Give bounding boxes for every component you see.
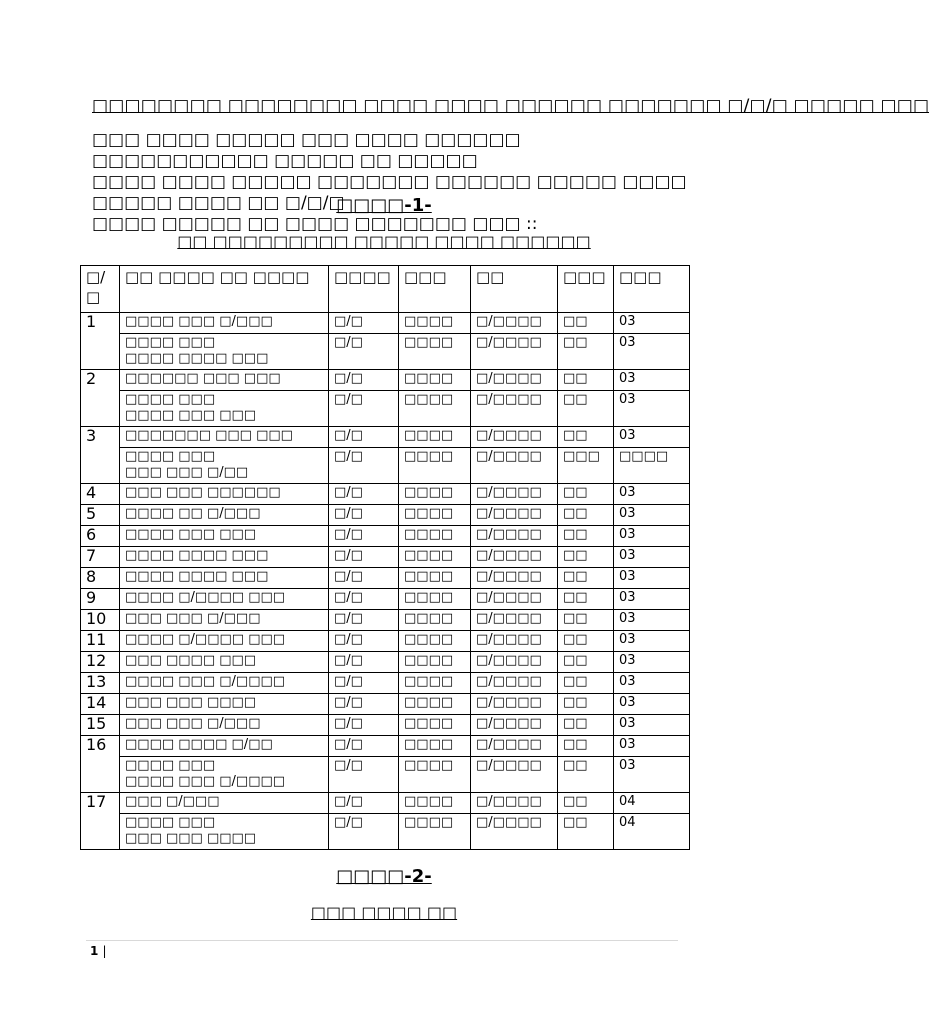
cell-col-6: □□: [558, 694, 614, 715]
cell-serial: 17: [81, 793, 120, 850]
cell-name: □□□□ □□□ □□□□ □□□□ □□□: [120, 334, 329, 370]
table-row: [81, 715, 690, 736]
cell-col-6: □□: [558, 427, 614, 448]
cell-col-3: □/□: [329, 694, 399, 715]
table-row: [81, 793, 690, 814]
cell-col-4: □□□□: [399, 505, 471, 526]
cell-col-7: 03: [614, 484, 690, 505]
cell-serial: 2: [81, 370, 120, 427]
cell-col-5: □/□□□□: [471, 652, 558, 673]
cell-col-7: 03: [614, 736, 690, 757]
cell-col-6: □□: [558, 334, 614, 370]
cell-col-3: □/□: [329, 547, 399, 568]
cell-serial: 15: [81, 715, 120, 736]
table-row: [81, 589, 690, 610]
cell-col-3: □/□: [329, 610, 399, 631]
cell-name: □□□□ □□□ □□□: [120, 526, 329, 547]
cell-col-4: □□□□: [399, 631, 471, 652]
cell-col-7: 04: [614, 814, 690, 850]
header-col-7: □□□: [614, 266, 690, 313]
table-row: [81, 448, 690, 484]
table-row: [81, 652, 690, 673]
table-row: [81, 736, 690, 757]
page-number-value: 1: [90, 944, 99, 958]
page-number: [90, 944, 107, 958]
cell-name: □□□ □□□ □□□□□□: [120, 484, 329, 505]
cell-col-7: 03: [614, 427, 690, 448]
cell-col-3: □/□: [329, 484, 399, 505]
table-row: [81, 673, 690, 694]
table-row: [81, 505, 690, 526]
cell-col-6: □□: [558, 391, 614, 427]
table-row: [81, 427, 690, 448]
header-col-3: □□□□: [329, 266, 399, 313]
cell-col-3: □/□: [329, 391, 399, 427]
cell-col-5: □/□□□□: [471, 631, 558, 652]
cell-col-7: 03: [614, 631, 690, 652]
cell-serial: 4: [81, 484, 120, 505]
cell-col-4: □□□□: [399, 568, 471, 589]
cell-col-3: □/□: [329, 793, 399, 814]
table-body: [81, 313, 690, 850]
header-col-4: □□□: [399, 266, 471, 313]
cell-col-5: □/□□□□: [471, 391, 558, 427]
cell-col-6: □□: [558, 757, 614, 793]
cell-col-6: □□: [558, 313, 614, 334]
cell-col-3: □/□: [329, 814, 399, 850]
cell-col-4: □□□□: [399, 370, 471, 391]
table-row: [81, 391, 690, 427]
cell-col-6: □□: [558, 736, 614, 757]
table-row: [81, 814, 690, 850]
section-2-heading: □□□□-2-: [336, 866, 432, 887]
cell-serial: 7: [81, 547, 120, 568]
table-row: [81, 694, 690, 715]
cell-col-7: 03: [614, 526, 690, 547]
cell-serial: 13: [81, 673, 120, 694]
cell-col-4: □□□□: [399, 334, 471, 370]
table-row: [81, 757, 690, 793]
page-number-separator: |: [102, 944, 107, 958]
cell-col-3: □/□: [329, 313, 399, 334]
cell-name: □□□□□□ □□□ □□□: [120, 370, 329, 391]
cell-name: □□□ □□□ □/□□□: [120, 610, 329, 631]
cell-col-3: □/□: [329, 757, 399, 793]
cell-serial: 8: [81, 568, 120, 589]
cell-col-7: 04: [614, 793, 690, 814]
cell-col-5: □/□□□□: [471, 505, 558, 526]
cell-col-7: 03: [614, 391, 690, 427]
cell-col-5: □/□□□□: [471, 427, 558, 448]
cell-col-4: □□□□: [399, 526, 471, 547]
cell-col-3: □/□: [329, 505, 399, 526]
cell-name: □□□ □□□ □/□□□: [120, 715, 329, 736]
cell-name: □□□□ □□□ □□□ □□□ □□□□: [120, 814, 329, 850]
cell-name: □□□□ □□□ □□□□ □□□ □/□□□□: [120, 757, 329, 793]
cell-col-5: □/□□□□: [471, 793, 558, 814]
cell-col-5: □/□□□□: [471, 334, 558, 370]
cell-name: □□□□ □□□ □/□□□□: [120, 673, 329, 694]
cell-col-7: 03: [614, 652, 690, 673]
cell-col-5: □/□□□□: [471, 673, 558, 694]
cell-name: □□□□ □□□□ □□□: [120, 568, 329, 589]
cell-col-4: □□□□: [399, 427, 471, 448]
cell-name: □□□□ □□□□ □□□: [120, 547, 329, 568]
cell-col-4: □□□□: [399, 484, 471, 505]
cell-name: □□□□ □□□ □□□□ □□□ □□□: [120, 391, 329, 427]
intro-paragraph: [92, 130, 692, 235]
table-row: [81, 370, 690, 391]
cell-col-4: □□□□: [399, 736, 471, 757]
cell-serial: 6: [81, 526, 120, 547]
cell-col-4: □□□□: [399, 313, 471, 334]
footer-divider: [86, 940, 678, 941]
cell-col-5: □/□□□□: [471, 313, 558, 334]
table-row: [81, 484, 690, 505]
cell-col-5: □/□□□□: [471, 610, 558, 631]
table-row: [81, 568, 690, 589]
cell-col-4: □□□□: [399, 694, 471, 715]
cell-name: □□□□ □□□ □□□ □□□ □/□□: [120, 448, 329, 484]
cell-col-7: 03: [614, 610, 690, 631]
cell-col-7: 03: [614, 313, 690, 334]
cell-col-5: □/□□□□: [471, 736, 558, 757]
cell-col-6: □□: [558, 370, 614, 391]
cell-col-7: 03: [614, 715, 690, 736]
cell-col-6: □□: [558, 814, 614, 850]
table-row: [81, 526, 690, 547]
cell-serial: 1: [81, 313, 120, 370]
cell-col-6: □□: [558, 589, 614, 610]
cell-col-4: □□□□: [399, 673, 471, 694]
section-1-subheading: □□ □□□□□□□□□ □□□□□ □□□□ □□□□□□: [177, 232, 591, 251]
cell-col-5: □/□□□□: [471, 484, 558, 505]
cell-col-5: □/□□□□: [471, 448, 558, 484]
cell-col-6: □□: [558, 547, 614, 568]
cell-col-4: □□□□: [399, 757, 471, 793]
cell-col-4: □□□□: [399, 652, 471, 673]
cell-serial: 11: [81, 631, 120, 652]
cell-col-3: □/□: [329, 715, 399, 736]
cell-col-4: □□□□: [399, 715, 471, 736]
cell-serial: 3: [81, 427, 120, 484]
cell-col-6: □□: [558, 793, 614, 814]
cell-col-3: □/□: [329, 427, 399, 448]
cell-col-7: 03: [614, 334, 690, 370]
cell-col-4: □□□□: [399, 793, 471, 814]
cell-col-5: □/□□□□: [471, 589, 558, 610]
table-row: [81, 334, 690, 370]
cell-col-3: □/□: [329, 568, 399, 589]
cell-name: □□□□□□□ □□□ □□□: [120, 427, 329, 448]
cell-col-3: □/□: [329, 334, 399, 370]
cell-col-4: □□□□: [399, 391, 471, 427]
header-serial: □/□: [81, 266, 120, 313]
cell-col-3: □/□: [329, 673, 399, 694]
cell-name: □□□ □/□□□: [120, 793, 329, 814]
cell-col-6: □□: [558, 610, 614, 631]
cell-col-5: □/□□□□: [471, 547, 558, 568]
intro-line: □□□□ □□□□ □□□□□ □□□□□□□ □□□□□□ □□□□□ □□□□ □□□□□ □□□□ □□ □/□/□: [92, 172, 687, 213]
cell-col-7: 03: [614, 757, 690, 793]
cell-name: □□□□ □□ □/□□□: [120, 505, 329, 526]
cell-col-3: □/□: [329, 370, 399, 391]
cell-col-6: □□: [558, 568, 614, 589]
cell-col-6: □□□: [558, 448, 614, 484]
cell-col-3: □/□: [329, 526, 399, 547]
cell-col-4: □□□□: [399, 814, 471, 850]
cell-name: □□□ □□□ □□□□: [120, 694, 329, 715]
section-2-subheading: □□□ □□□□ □□: [310, 903, 458, 922]
cell-col-7: 03: [614, 505, 690, 526]
document-title: □□□□□□□□ □□□□□□□□ □□□□ □□□□ □□□□□□ □□□□□□□ □/□/□ □□□□□ □□□: [92, 96, 929, 116]
cell-col-7: 03: [614, 673, 690, 694]
table-header-row: [81, 266, 690, 313]
cell-col-4: □□□□: [399, 448, 471, 484]
cell-col-5: □/□□□□: [471, 526, 558, 547]
cell-col-6: □□: [558, 505, 614, 526]
cell-col-4: □□□□: [399, 589, 471, 610]
cell-name: □□□□ □/□□□□ □□□: [120, 631, 329, 652]
cell-col-5: □/□□□□: [471, 814, 558, 850]
cell-col-6: □□: [558, 673, 614, 694]
header-col-5: □□: [471, 266, 558, 313]
cell-col-7: □□□□: [614, 448, 690, 484]
cell-col-7: 03: [614, 589, 690, 610]
cell-col-6: □□: [558, 631, 614, 652]
cell-col-4: □□□□: [399, 547, 471, 568]
cell-name: □□□□ □□□□ □/□□: [120, 736, 329, 757]
table-row: [81, 631, 690, 652]
cell-col-7: 03: [614, 694, 690, 715]
header-col-6: □□□: [558, 266, 614, 313]
cell-col-3: □/□: [329, 631, 399, 652]
cell-serial: 12: [81, 652, 120, 673]
cell-col-7: 03: [614, 370, 690, 391]
cell-col-3: □/□: [329, 652, 399, 673]
cell-col-3: □/□: [329, 448, 399, 484]
table-row: [81, 610, 690, 631]
section-1-heading: □□□□-1-: [336, 195, 432, 216]
cell-serial: 14: [81, 694, 120, 715]
table-row: [81, 547, 690, 568]
cell-col-5: □/□□□□: [471, 694, 558, 715]
header-name: □□ □□□□ □□ □□□□: [120, 266, 329, 313]
cell-col-5: □/□□□□: [471, 715, 558, 736]
cell-col-7: 03: [614, 547, 690, 568]
cell-serial: 16: [81, 736, 120, 793]
cell-col-5: □/□□□□: [471, 370, 558, 391]
cell-serial: 10: [81, 610, 120, 631]
cell-col-5: □/□□□□: [471, 568, 558, 589]
cell-col-6: □□: [558, 715, 614, 736]
cell-name: □□□□ □□□ □/□□□: [120, 313, 329, 334]
cell-col-5: □/□□□□: [471, 757, 558, 793]
cell-col-3: □/□: [329, 589, 399, 610]
intro-line: □□□ □□□□ □□□□□ □□□ □□□□ □□□□□□ □□□□□□□□□□□ □□□□□ □□ □□□□□: [92, 130, 521, 171]
intro-line: □□□□ □□□□□ □□ □□□□ □□□□□□□ □□□ ::: [92, 214, 538, 234]
cell-col-6: □□: [558, 652, 614, 673]
table-row: [81, 313, 690, 334]
cell-name: □□□ □□□□ □□□: [120, 652, 329, 673]
cell-col-3: □/□: [329, 736, 399, 757]
cell-col-6: □□: [558, 526, 614, 547]
cell-col-7: 03: [614, 568, 690, 589]
cell-name: □□□□ □/□□□□ □□□: [120, 589, 329, 610]
cell-col-4: □□□□: [399, 610, 471, 631]
staff-table: [80, 265, 690, 850]
cell-col-6: □□: [558, 484, 614, 505]
cell-serial: 5: [81, 505, 120, 526]
cell-serial: 9: [81, 589, 120, 610]
